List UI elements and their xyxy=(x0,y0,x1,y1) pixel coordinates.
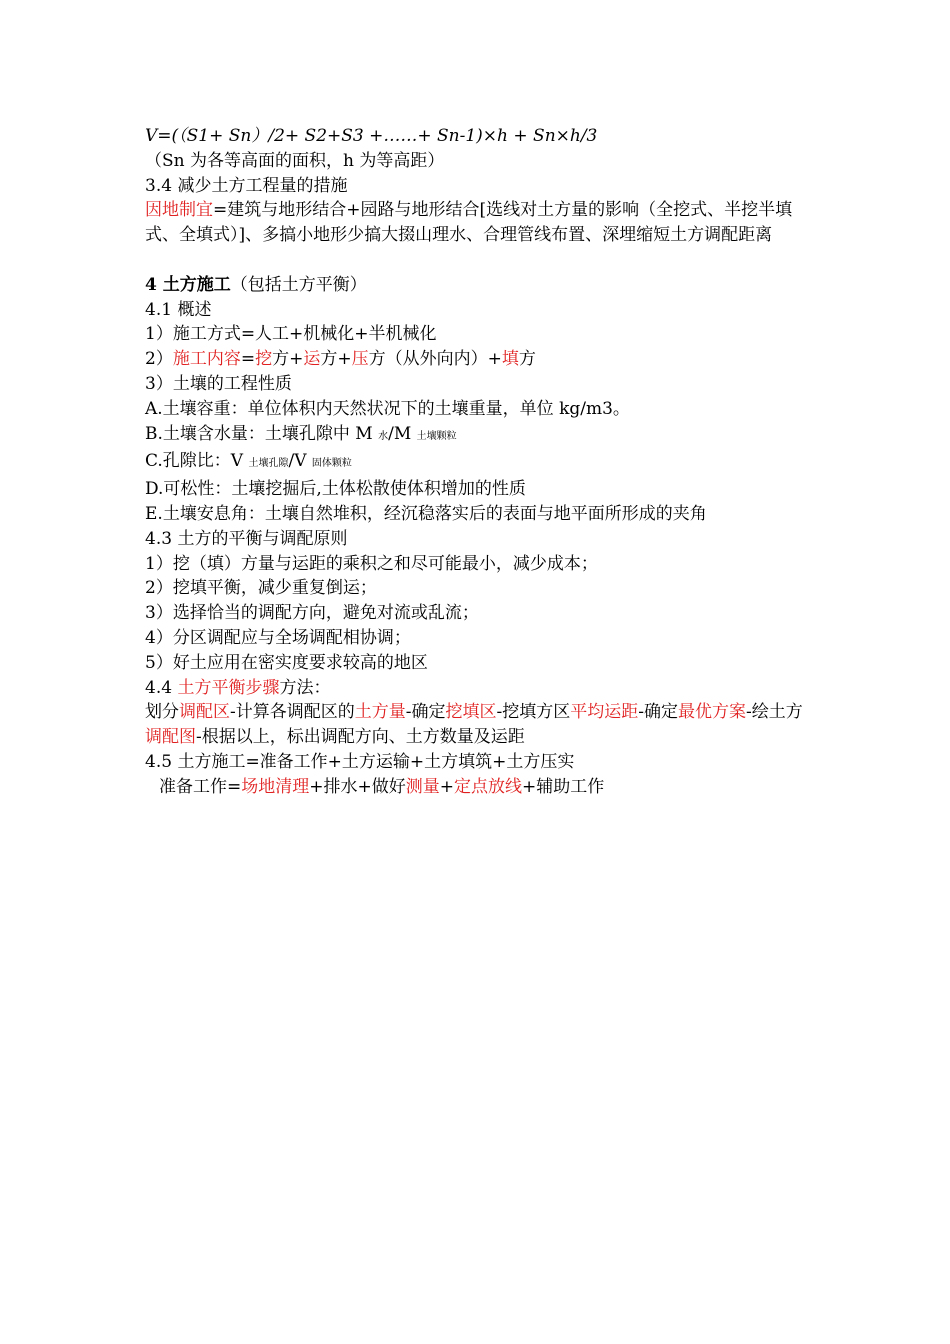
property-c xyxy=(145,449,815,477)
highlight-text: 挖 xyxy=(255,349,273,370)
document-body xyxy=(145,124,815,800)
section-4-4-heading xyxy=(145,676,815,701)
text: 方（从外向内）+ xyxy=(368,349,502,370)
text: +排水+做好 xyxy=(309,776,406,797)
section-3-4-body xyxy=(145,198,815,248)
property-b xyxy=(145,422,815,450)
text: 准备工作= xyxy=(159,776,242,797)
highlight-text: 填 xyxy=(501,349,519,370)
text: = xyxy=(240,349,256,370)
text: -确定 xyxy=(405,702,446,723)
subscript: 土壤颗粒 xyxy=(416,430,457,442)
volume-formula: V=(（S1+ Sn）/2+ S2+S3 +……+ Sn-1)×h + Sn×h/3 xyxy=(145,126,598,146)
text: 方 xyxy=(518,349,536,370)
section-4-4-body xyxy=(145,700,815,750)
spacer xyxy=(145,248,815,273)
highlight-text: 运 xyxy=(303,349,321,370)
property-a: A.土壤容重：单位体积内天然状况下的土壤重量，单位 kg/m3。 xyxy=(145,398,630,419)
text: 方+ xyxy=(320,349,352,370)
principle-item: 2）挖填平衡，减少重复倒运； xyxy=(145,578,377,599)
principle-item: 1）挖（填）方量与运距的乘积之和尽可能最小，减少成本； xyxy=(145,553,598,574)
highlight-text: 定点放线 xyxy=(454,776,522,797)
section-4-1-heading: 4.1 概述 xyxy=(145,299,212,320)
section-3-4-heading: 3.4 减少土方工程量的措施 xyxy=(145,175,348,196)
highlight-text: 调配图 xyxy=(145,727,196,748)
text: +辅助工作 xyxy=(522,776,605,797)
highlight-text: 土方平衡步骤 xyxy=(177,677,280,698)
section-4-5-heading: 4.5 土方施工=准备工作+土方运输+土方填筑+土方压实 xyxy=(145,751,575,772)
text: /M xyxy=(388,423,417,444)
text: -确定 xyxy=(638,702,678,723)
text: 2） xyxy=(145,349,173,370)
highlight-text: 测量 xyxy=(405,776,440,797)
principle-item: 3）选择恰当的调配方向，避免对流或乱流； xyxy=(145,603,479,624)
body-text: =建筑与地形结合+园路与地形结合[选线对土方量的影响（全挖式、半挖半填式、全填式）]、多搞小地形少搞大掇山理水、合理管线布置、深埋缩短土方调配距离 xyxy=(145,200,793,246)
highlight-text: 土方量 xyxy=(354,702,406,723)
highlight-text: 挖填区 xyxy=(445,702,497,723)
section-4-3-heading: 4.3 土方的平衡与调配原则 xyxy=(145,528,348,549)
text: 4.4 xyxy=(145,677,178,698)
property-d: D.可松性：土壤挖掘后,土体松散使体积增加的性质 xyxy=(145,479,526,500)
text: B.土壤含水量：土壤孔隙中 M xyxy=(145,423,379,444)
overview-item-2 xyxy=(145,347,815,372)
heading-bold: 4 土方施工 xyxy=(145,274,231,295)
text: 方+ xyxy=(272,349,304,370)
highlight-text: 压 xyxy=(351,349,369,370)
highlight-text: 调配区 xyxy=(179,702,230,723)
subscript: 土壤孔隙 xyxy=(248,458,289,470)
overview-item-1: 1）施工方式=人工+机械化+半机械化 xyxy=(145,324,437,345)
highlight-text: 施工内容 xyxy=(172,349,241,370)
text: -挖填方区 xyxy=(496,702,571,723)
overview-item-3: 3）土壤的工程性质 xyxy=(145,373,292,394)
text: 划分 xyxy=(145,702,179,723)
heading-rest: （包括土方平衡） xyxy=(230,274,367,295)
principle-item: 4）分区调配应与全场调配相协调； xyxy=(145,627,411,648)
text: -绘土方 xyxy=(746,702,803,723)
text: -计算各调配区的 xyxy=(230,702,355,723)
text: /V xyxy=(288,451,312,472)
formula-note: （Sn 为各等高面的面积，h 为等高距） xyxy=(145,150,445,171)
highlight-text: 场地清理 xyxy=(241,776,310,797)
highlight-text: 最优方案 xyxy=(678,702,746,723)
section-4-heading xyxy=(145,273,815,298)
preparation-work xyxy=(145,775,815,800)
text: -根据以上，标出调配方向、土方数量及运距 xyxy=(196,727,525,748)
subscript: 固体颗粒 xyxy=(311,458,352,470)
property-e: E.土壤安息角：土壤自然堆积，经沉稳落实后的表面与地平面所形成的夹角 xyxy=(145,503,707,524)
text: C.孔隙比：V xyxy=(145,451,249,472)
highlight-text: 平均运距 xyxy=(570,702,639,723)
text: + xyxy=(439,776,454,797)
subscript: 水 xyxy=(378,430,389,442)
text: 方法： xyxy=(279,677,331,698)
principle-item: 5）好土应用在密实度要求较高的地区 xyxy=(145,652,428,673)
highlight-text: 因地制宜 xyxy=(145,200,213,221)
